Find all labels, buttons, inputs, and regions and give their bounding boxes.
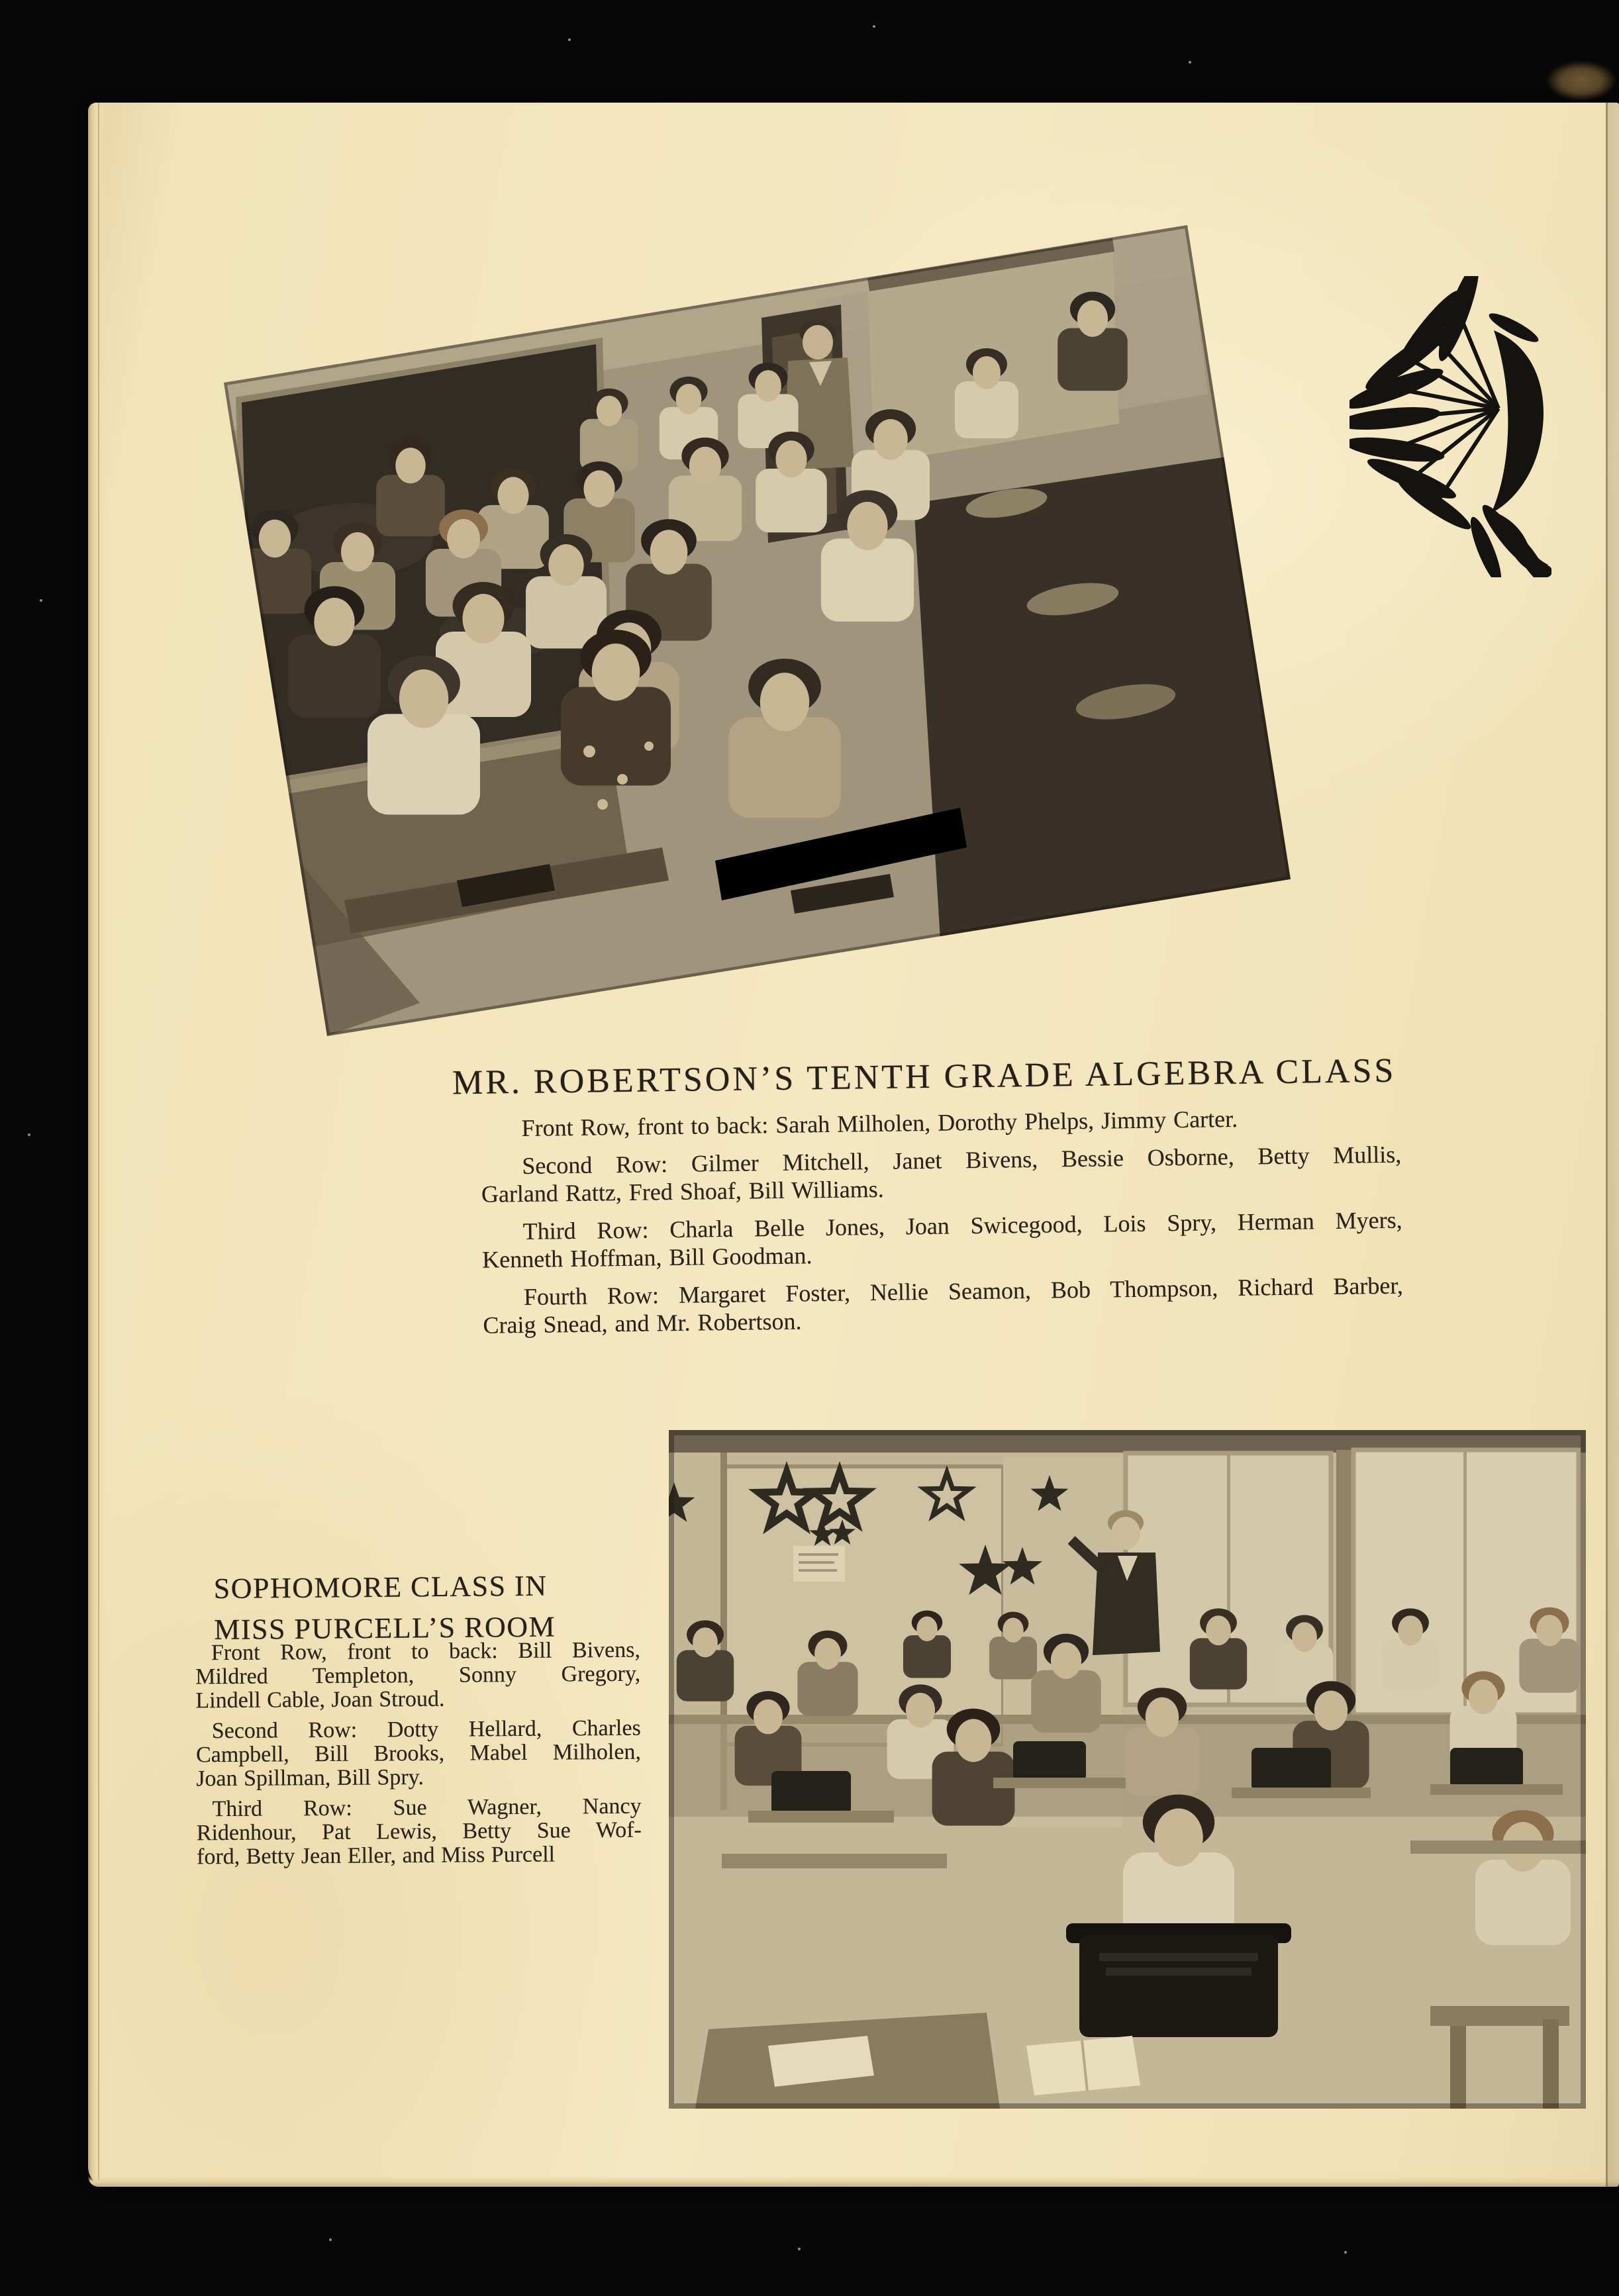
dust-speck: [568, 38, 571, 41]
caption-paragraph: [483, 1272, 1404, 1339]
caption-line: Third Row: Sue Wagner, Nancy: [212, 1794, 642, 1822]
sophomore-class-photo: [669, 1430, 1586, 2109]
caption-line: Front Row, front to back: Sarah Milholen, Dorothy Phelps, Jimmy Carter.: [521, 1105, 1238, 1141]
caption-paragraph: [196, 1717, 642, 1792]
paper-page: [88, 103, 1619, 2187]
sophomore-roster: [195, 1639, 642, 1870]
sophomore-title-line: MISS PURCELL’S ROOM: [214, 1610, 556, 1647]
algebra-class-photo: [221, 222, 1300, 1039]
algebra-caption-block: [437, 1049, 1414, 1339]
caption-line: Front Row, front to back: Bill Bivens,: [211, 1637, 641, 1666]
caption-line: Second Row: Dotty Hellard, Charles: [211, 1715, 641, 1744]
caption-line: Fourth Row: Margaret Foster, Nellie Seamon, Bob Thompson, Richard Barber,: [523, 1272, 1404, 1310]
caption-paragraph: [481, 1141, 1402, 1208]
caption-line: Mildred Templeton, Sonny Gregory,: [195, 1661, 641, 1690]
page-bottom-edge: [88, 2176, 1619, 2187]
dust-speck: [798, 2248, 801, 2250]
caption-paragraph: [481, 1206, 1402, 1274]
caption-line: ford, Betty Jean Eller, and Miss Purcell: [196, 1842, 556, 1870]
page-corner-smudge: [1546, 61, 1616, 101]
sophomore-title: [213, 1566, 556, 1650]
caption-line: Kenneth Hoffman, Bill Goodman.: [481, 1242, 812, 1273]
caption-line: Second Row: Gilmer Mitchell, Janet Bivens, Bessie Osborne, Betty Mullis,: [522, 1141, 1402, 1179]
dust-speck: [1344, 2251, 1347, 2254]
caption-line: Joan Spillman, Bill Spry.: [196, 1764, 424, 1792]
page-left-edge-line: [98, 103, 99, 2187]
caption-line: Craig Snead, and Mr. Robertson.: [483, 1308, 802, 1339]
dust-speck: [1189, 61, 1191, 64]
dust-speck: [329, 2238, 332, 2241]
caption-paragraph: [195, 1639, 641, 1713]
caption-line: Ridenhour, Pat Lewis, Betty Sue Wof-: [196, 1817, 642, 1846]
page-gutter-shade: [1608, 103, 1619, 2187]
dust-speck: [28, 1133, 30, 1136]
caption-line: Third Row: Charla Belle Jones, Joan Swicegood, Lois Spry, Herman Myers,: [522, 1206, 1402, 1245]
dust-speck: [40, 599, 42, 602]
dust-speck: [873, 25, 875, 28]
caption-paragraph: [480, 1103, 1400, 1143]
algebra-roster: [480, 1103, 1403, 1339]
caption-line: Lindell Cable, Joan Stroud.: [195, 1686, 445, 1713]
war-bonnet-icon: [1349, 276, 1551, 577]
caption-line: Campbell, Bill Brooks, Mabel Milholen,: [195, 1739, 642, 1768]
page-gutter-line: [1606, 103, 1608, 2187]
caption-line: Garland Rattz, Fred Shoaf, Bill Williams.: [481, 1175, 884, 1208]
algebra-title: MR. ROBERTSON’S TENTH GRADE ALGEBRA CLASS: [452, 1051, 1397, 1102]
caption-paragraph: [196, 1795, 642, 1870]
sophomore-title-line: SOPHOMORE CLASS IN: [213, 1569, 548, 1605]
